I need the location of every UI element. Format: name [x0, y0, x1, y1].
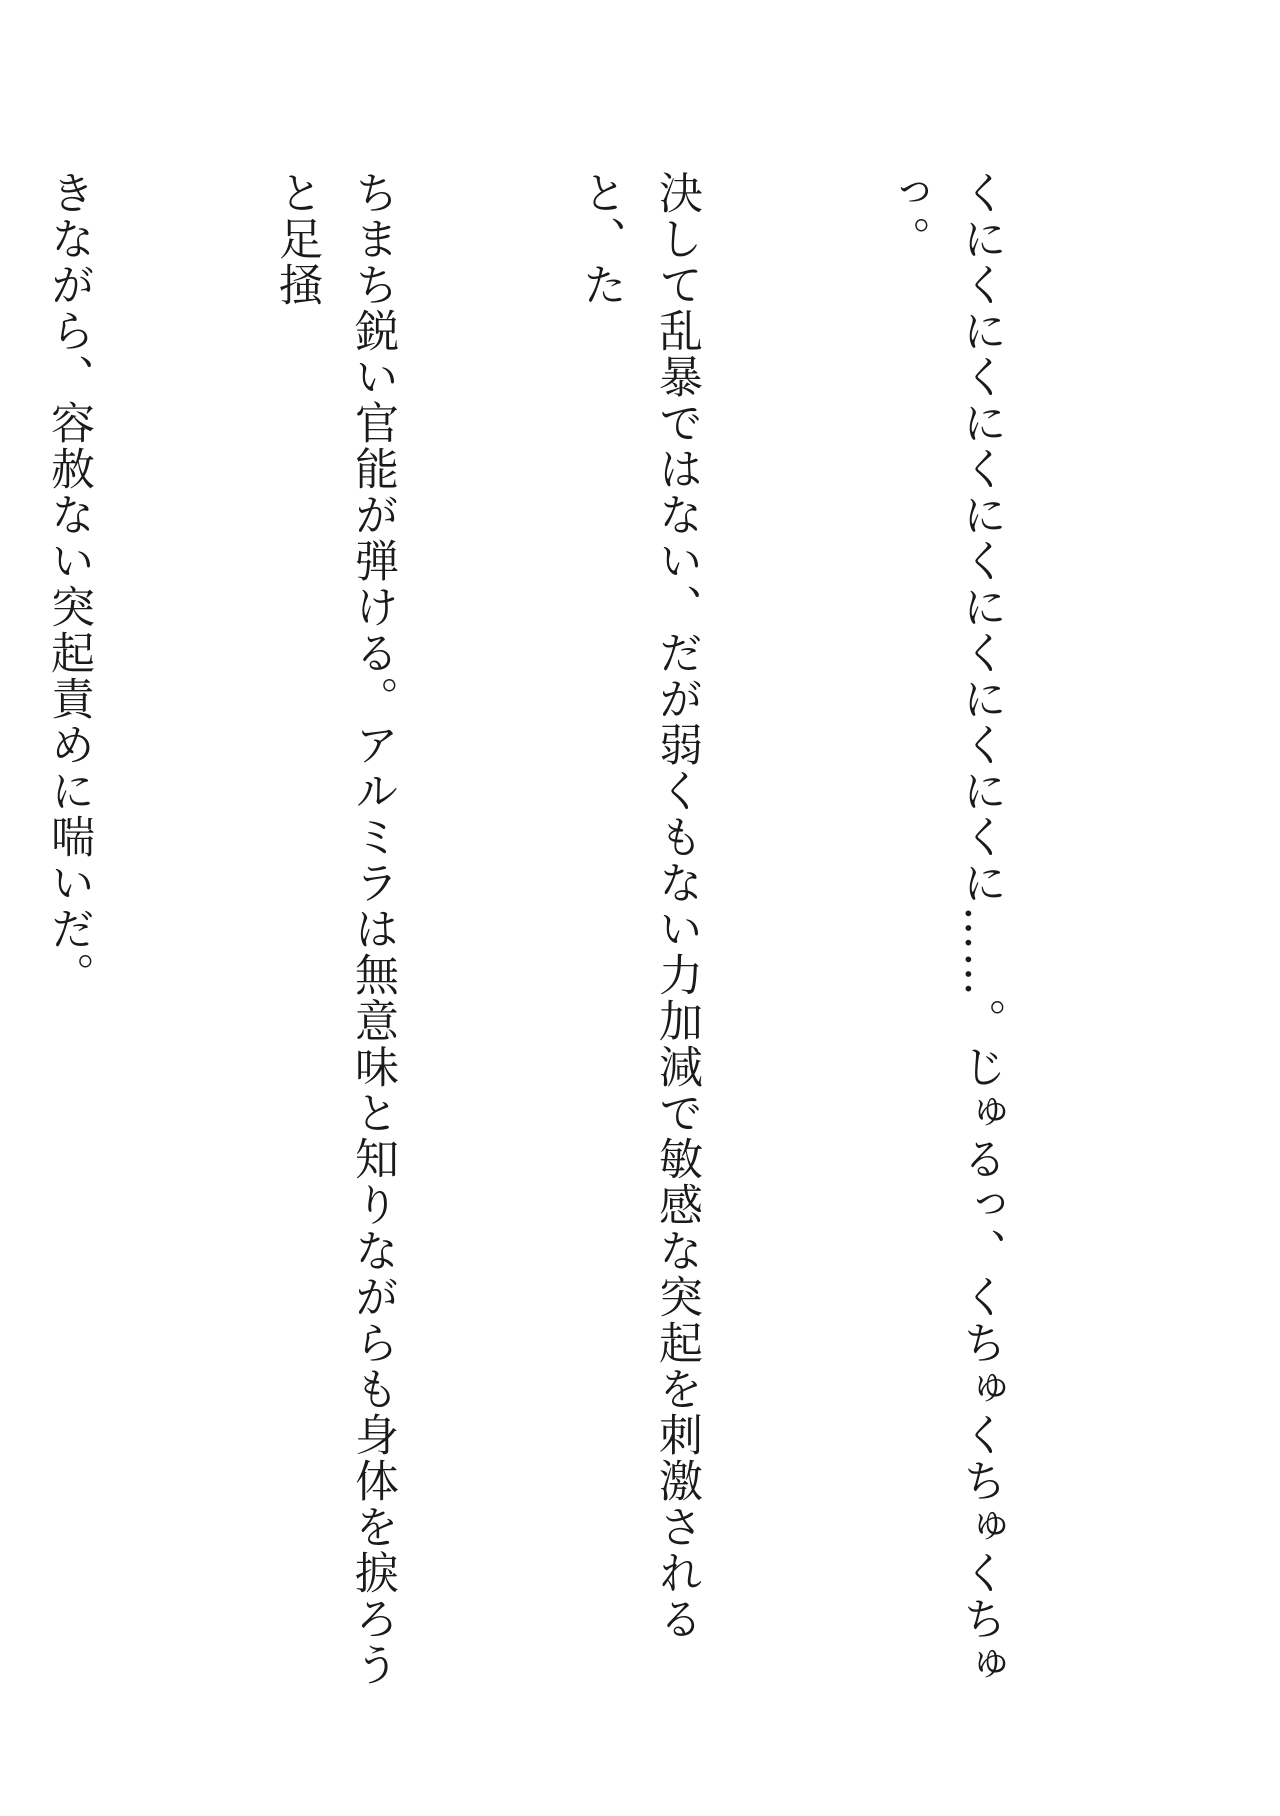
text-line: 決して乱暴ではない、だが弱くもない力加減で敏感な突起を刺激されると、た — [575, 170, 702, 1642]
text-line: ちまち鋭い官能が弾ける。アルミラは無意味と知りながらも身体を捩ろうと足掻 — [271, 170, 398, 1688]
text-line: くにくにくにくにくにくにくにくに……。じゅるっ、くちゅくちゅくちゅっ。 — [879, 170, 1006, 1688]
vertical-text-block — [0, 170, 1170, 1690]
text-line: きながら、容赦ない突起責めに喘いだ。 — [43, 170, 94, 998]
